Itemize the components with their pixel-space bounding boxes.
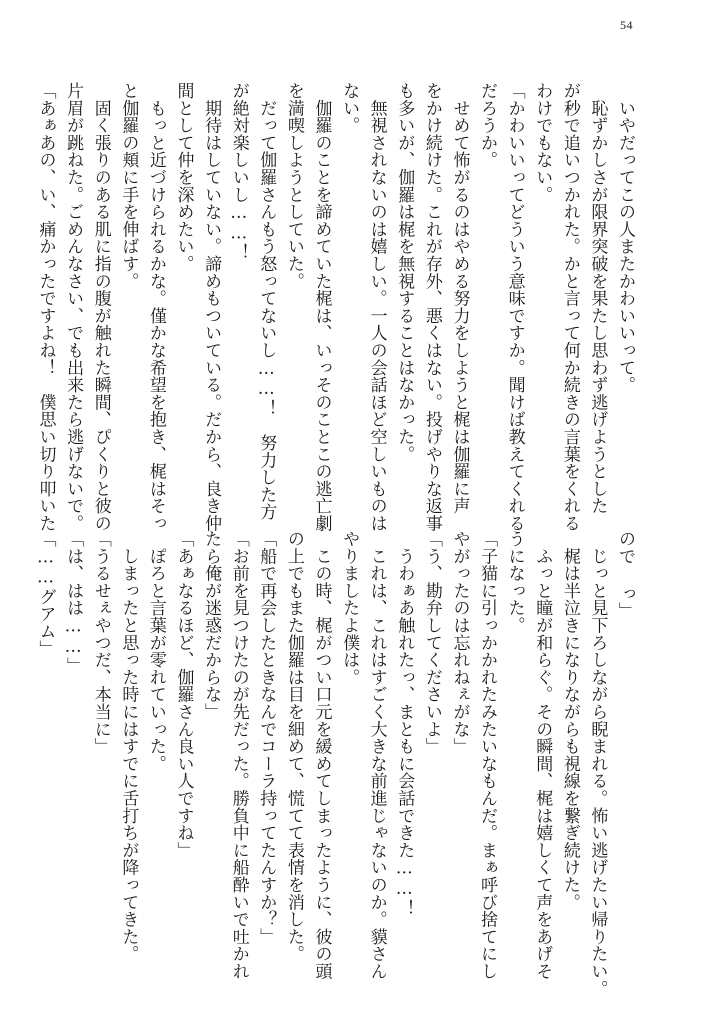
text-line: じっと見下ろしながら睨まれる。怖い逃げたい帰りたい。: [587, 530, 608, 998]
text-block-bottom: [31, 530, 638, 998]
text-line: だろうか。: [477, 82, 498, 169]
text-line: 「お前を見つけたのが先だった。勝負中に船酔いで吐かれ: [228, 530, 249, 980]
text-line: 「あぁあの、い、痛かったですよね！ 僕思い切り叩いた: [35, 82, 56, 532]
text-line: この時、梶がつい口元を緩めてしまったように、彼の頭: [311, 530, 332, 980]
text-line: をかけ続けた。これが存外、悪くはない。投げやりな返事: [421, 82, 442, 532]
text-line: これは、これはすごく大きな前進じゃないのか。貘さん: [366, 530, 387, 980]
text-line: 間として仲を深めたい。: [173, 82, 194, 273]
text-line: ふっと瞳が和らぐ。その瞬間、梶は嬉しくて声をあげそ: [532, 530, 553, 980]
text-line: ぽろと言葉が零れていった。: [145, 530, 166, 773]
text-line: 「うるせぇやつだ、本当に」: [90, 530, 111, 755]
text-line: うわぁあ触れたっ、まともに会話できた……！: [394, 530, 415, 917]
text-line: うになった。: [504, 530, 525, 634]
text-line: が秒で追いつかれた。かと言って何か続きの言葉をくれる: [559, 82, 580, 532]
text-line: 恥ずかしさが限界突破を果たし思わず逃げようとした: [587, 82, 608, 515]
text-line: ない。: [339, 82, 360, 134]
text-line: もっと近づけられるかな。僅かな希望を抱き、梶はそっ: [145, 82, 166, 532]
text-line: と伽羅の頬に手を伸ばす。: [118, 82, 139, 290]
text-line: も多いが、伽羅は梶を無視することはなかった。: [394, 82, 415, 463]
text-block-top: [31, 82, 638, 532]
text-line: を満喫しようとしていた。: [283, 82, 304, 290]
text-line: が絶対楽しいし……！: [228, 82, 249, 261]
text-line: ので っ」: [615, 530, 635, 620]
page-number: 54: [620, 18, 633, 32]
text-line: 「かわいいってどういう意味ですか。聞けば教えてくれる: [504, 82, 525, 532]
text-line: せめて怖がるのはやめる努力をしようと梶は伽羅に声: [449, 82, 470, 515]
text-line: 無視されないのは嬉しい。一人の会話ほど空しいものは: [366, 82, 387, 532]
text-line: だって伽羅さんもう怒ってないし……！ 努力した方: [256, 82, 277, 521]
text-line: 「……グアム」: [35, 530, 56, 658]
text-line: 「子猫に引っかかれたみたいなもんだ。まぁ呼び捨てにし: [477, 530, 498, 980]
text-line: やりましたよ僕は。: [339, 530, 360, 686]
text-line: の上でもまた伽羅は目を細めて、慌てて表情を消した。: [283, 530, 304, 963]
text-line: 期待はしていない。諦めもついている。だから、良き仲: [201, 82, 222, 532]
text-line: 片眉が跳ねた。ごめんなさい、でも出来たら逃げないで。: [63, 82, 84, 532]
text-line: しまったと思った時にはすでに舌打ちが降ってきた。: [118, 530, 139, 963]
text-line: いやだってこの人またかわいいって。: [615, 82, 635, 394]
text-line: 梶は半泣きになりながらも視線を繋ぎ続けた。: [559, 530, 580, 911]
text-line: 「は、はは……」: [63, 530, 84, 675]
text-line: わけでもない。: [532, 82, 553, 204]
text-line: 固く張りのある肌に指の腹が触れた瞬間、ぴくりと彼の: [90, 82, 111, 532]
text-line: 「う、勘弁してくださいよ」: [421, 530, 442, 755]
text-line: 伽羅のことを諦めていた梶は、いっそのことこの逃亡劇: [311, 82, 332, 532]
text-line: やがったのは忘れねぇがな」: [449, 530, 470, 755]
text-line: 「あぁなるほど、伽羅さん良い人ですね」: [173, 530, 194, 859]
text-line: たら俺が迷惑だからな」: [201, 530, 222, 721]
text-line: 「船で再会したときなんでコーラ持ってたんすか？」: [256, 530, 277, 946]
